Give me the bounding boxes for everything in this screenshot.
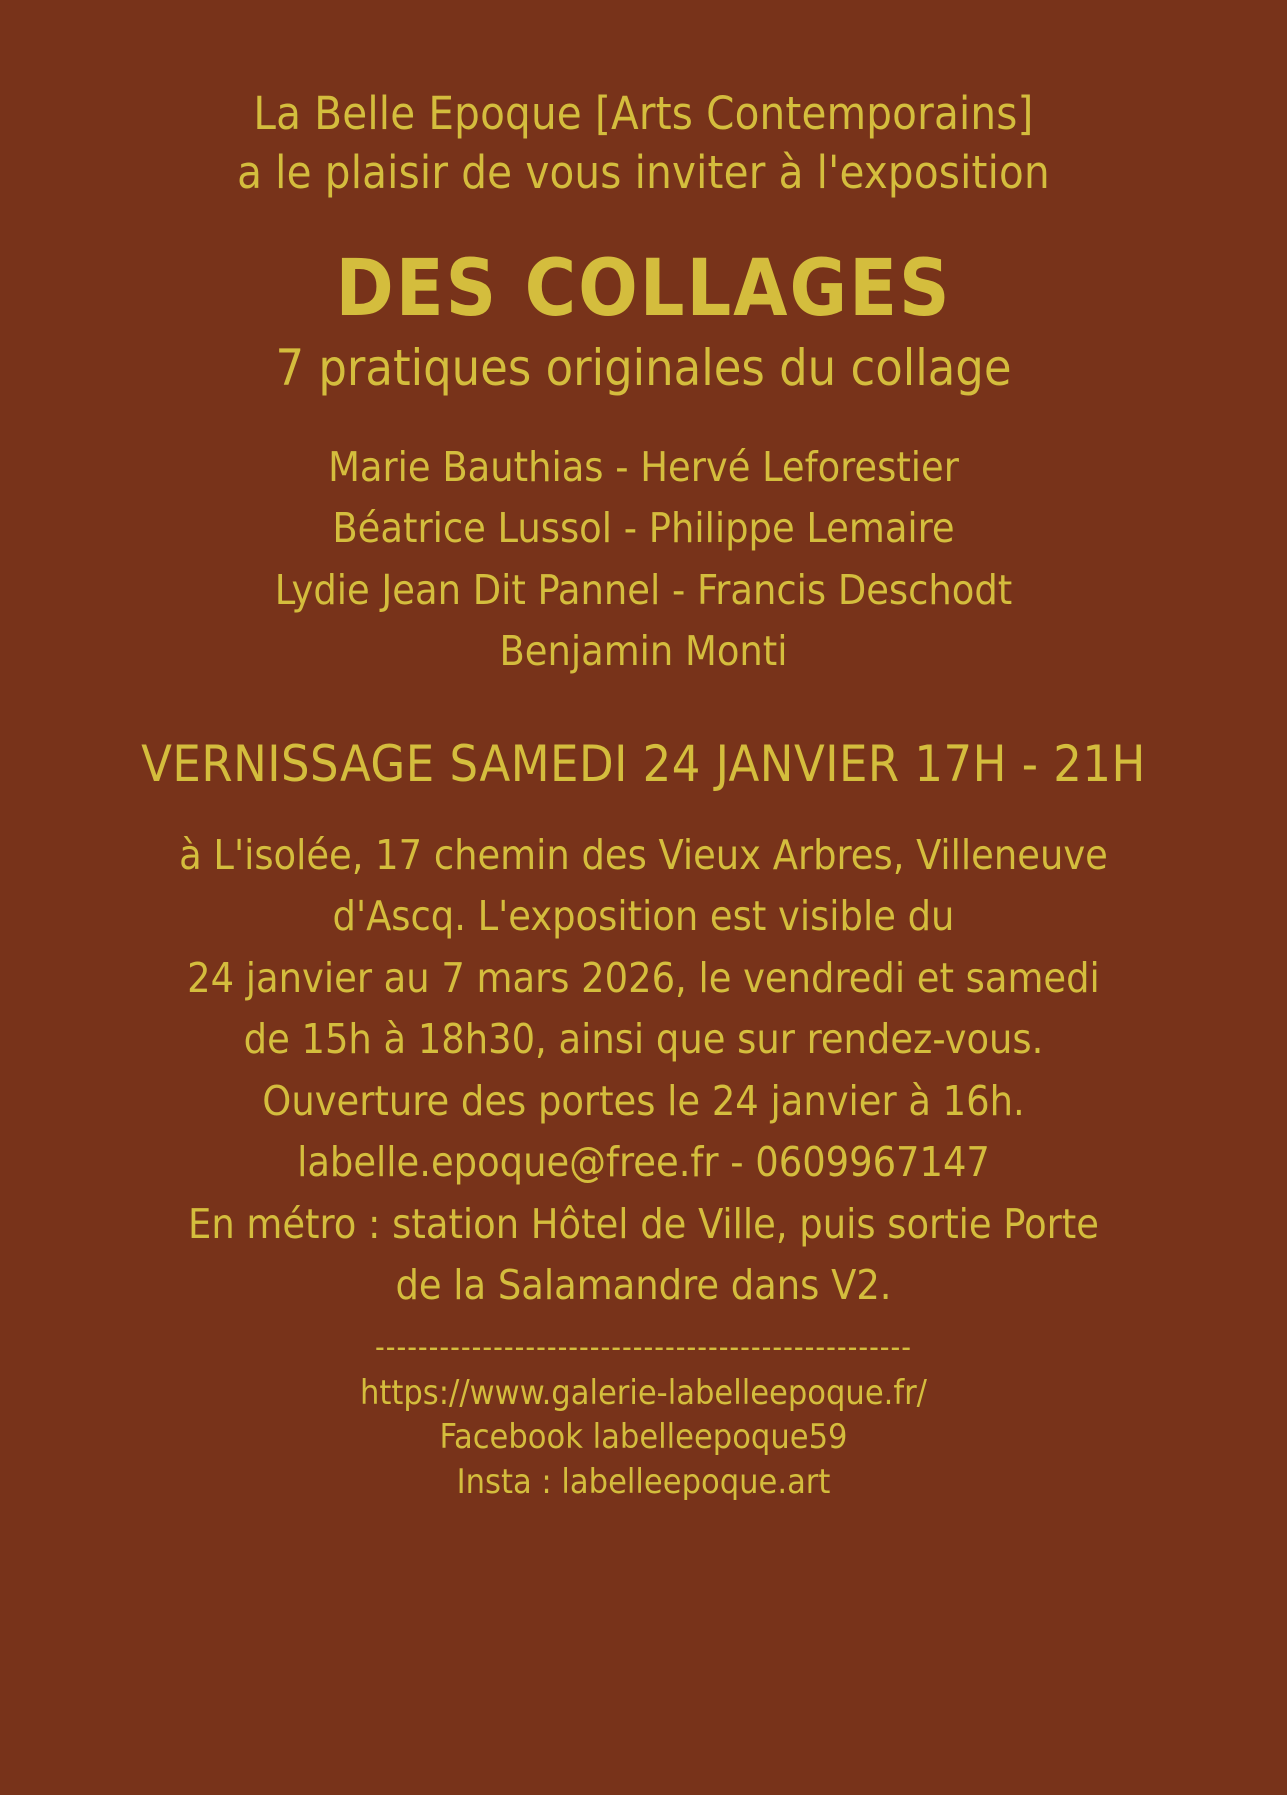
detail-line: à L'isolée, 17 chemin des Vieux Arbres, Villeneuve xyxy=(179,830,1108,879)
intro-line-1: La Belle Epoque [Arts Contemporains] xyxy=(253,87,1034,140)
artist-line: Benjamin Monti xyxy=(499,627,788,675)
intro-block xyxy=(237,85,1050,202)
detail-line: d'Ascq. L'exposition est visible du xyxy=(332,892,955,940)
venue-details xyxy=(179,825,1108,1317)
instagram-link[interactable]: Insta : labelleepoque.art xyxy=(456,1462,831,1503)
exhibition-subtitle: 7 pratiques originales du collage xyxy=(275,339,1012,397)
detail-line: de 15h à 18h30, ainsi que sur rendez-vous. xyxy=(243,1015,1044,1063)
artist-line: Béatrice Lussol - Philippe Lemaire xyxy=(332,504,955,552)
artist-line: Lydie Jean Dit Pannel - Francis Deschodt xyxy=(274,565,1013,614)
detail-line: de la Salamandre dans V2. xyxy=(395,1261,892,1309)
links-block xyxy=(360,1371,927,1506)
dashed-divider: -------------------------------------------------- xyxy=(374,1332,913,1363)
detail-line: Ouverture des portes le 24 janvier à 16h. xyxy=(262,1076,1025,1125)
artist-line: Marie Bauthias - Hervé Leforestier xyxy=(328,442,959,491)
intro-line-2: a le plaisir de vous inviter à l'exposition xyxy=(237,145,1050,199)
facebook-link[interactable]: Facebook labelleepoque59 xyxy=(439,1417,848,1458)
detail-line: 24 janvier au 7 mars 2026, le vendredi et samedi xyxy=(187,953,1100,1002)
exhibition-title: DES COLLAGES xyxy=(335,244,952,334)
artist-list xyxy=(275,437,1013,683)
website-link[interactable]: https://www.galerie-labelleepoque.fr/ xyxy=(360,1372,927,1413)
contact-line: labelle.epoque@free.fr - 0609967147 xyxy=(297,1138,990,1186)
vernissage-heading: VERNISSAGE SAMEDI 24 JANVIER 17H - 21H xyxy=(141,734,1146,793)
detail-line: En métro : station Hôtel de Ville, puis sortie Porte xyxy=(188,1199,1099,1248)
